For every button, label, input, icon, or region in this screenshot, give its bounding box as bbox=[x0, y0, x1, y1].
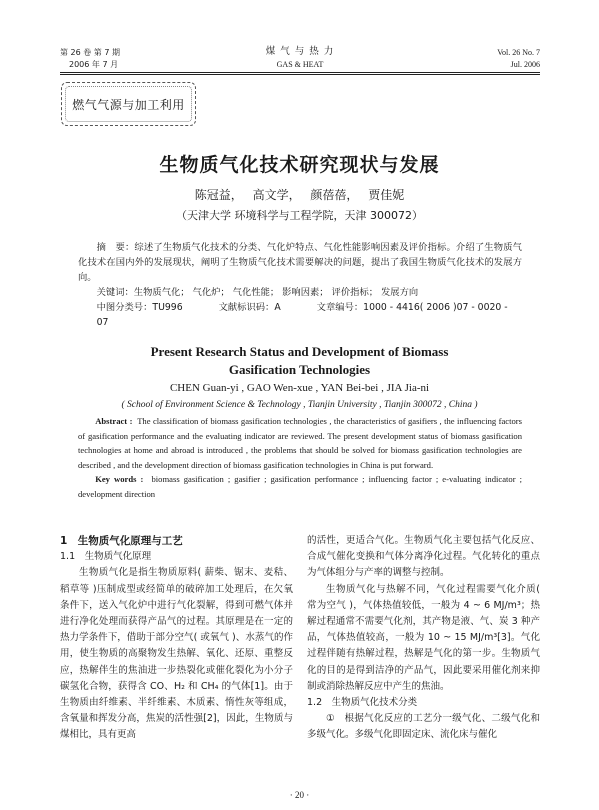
abstract-cn bbox=[78, 240, 522, 330]
doc-code-label: 文献标识码： bbox=[218, 302, 275, 313]
column-banner bbox=[61, 82, 196, 126]
body-left-column bbox=[60, 533, 293, 744]
affiliation-en: ( School of Environment Science & Technology , Tianjin University , Tianjin 300072 , China ) bbox=[121, 400, 478, 410]
section-heading-1: 1 生物质气化原理与工艺 bbox=[60, 535, 183, 547]
header-volume-en: Vol. 26 No. 7 bbox=[497, 48, 540, 57]
article-title-en-line1: Present Research Status and Development of Biomass bbox=[150, 344, 449, 359]
subsection-heading-1-2: 1.2 生物质气化技术分类 bbox=[307, 697, 418, 709]
paragraph: ① 根据气化反应的工艺分一级气化、二级气化和多级气化。多级气化即固定床、流化床与催化 bbox=[307, 713, 540, 741]
column-label: 燃气气源与加工利用 bbox=[72, 98, 185, 112]
abstract-cn-text: 综述了生物质气化技术的分类、气化炉特点、气化性能影响因素及评价指标。介绍了生物质气化技术在国内外的发展现状，阐明了生物质气化技术需要解决的问题，提出了我国生物质气化技术的发展方向。 bbox=[78, 242, 522, 283]
classification-row bbox=[78, 300, 522, 330]
doc-code-value: A bbox=[274, 302, 281, 313]
article-title-en-line2: Gasification Technologies bbox=[228, 362, 371, 377]
header-date-en: Jul. 2006 bbox=[510, 60, 540, 69]
keywords-en-row bbox=[78, 472, 522, 501]
affiliation-cn: （天津大学 环境科学与工程学院，天津 300072） bbox=[176, 209, 423, 222]
article-title-cn: 生物质气化技术研究现状与发展 bbox=[159, 154, 440, 176]
paragraph: 生物质气化与热解不同，气化过程需要气化介质( 常为空气 )，气体热值较低，一般为 4 ~ 6 MJ/m³；热解过程通常不需要气化剂，其产物是液、气、炭 3 种产品，气体热值较高，一般为 10 ~ 15 MJ/m³[3]。气化过程伴随有热解过程，热解是气化的第一步。生物质气化的目的是得到洁净的产品气，因此要采用催化剂来抑制或消除热解反应中产生的焦油。 bbox=[307, 583, 540, 692]
authors-en: CHEN Guan-yi , GAO Wen-xue , YAN Bei-bei , JIA Jia-ni bbox=[169, 382, 430, 394]
journal-title-cn: 煤 气 与 热 力 bbox=[265, 46, 335, 57]
body-right-column bbox=[307, 533, 540, 744]
abstract-en bbox=[78, 414, 522, 501]
clc-value: TU996 bbox=[152, 302, 183, 313]
paragraph: 的活性，更适合气化。生物质气化主要包括气化反应、合成气催化变换和气体分离净化过程。气化转化的重点为气体组分与产率的调整与控制。 bbox=[307, 535, 540, 579]
article-no-label: 文章编号： bbox=[316, 302, 364, 313]
keywords-cn: 生物质气化； 气化炉； 气化性能； 影响因素； 评价指标； 发展方向 bbox=[133, 287, 419, 298]
keywords-cn-label: 关键词： bbox=[96, 287, 134, 298]
journal-title-en: GAS & HEAT bbox=[276, 60, 324, 69]
abstract-en-label: Abstract : bbox=[95, 416, 133, 426]
paragraph: 生物质气化是指生物质原料( 薪柴、锯末、麦秸、稻草等 )压制成型或经简单的破碎加工处理后，在欠氧条件下，送入气化炉中进行气化裂解，得到可燃气体并进行净化处理而获得产品气的过程。其原理是在一定的热力学条件下，借助于部分空气( 或氧气 )、水蒸气的作用，使生物质的高聚物发生热解、氧化、还原、重整反应，热解伴生的焦油进一步热裂化或催化裂化为小分子碳氢化合物，获得含 CO、H₂ 和 CH₄ 的气体[1]。由于生物质由纤维素、半纤维素、木质素、惰性灰等组成，含氧量和挥发分高，焦炭的活性强[2]，因此，生物质与煤相比，具有更高 bbox=[60, 567, 293, 741]
header-volume: 第 26 卷 第 7 期 bbox=[60, 48, 120, 57]
clc-label: 中图分类号： bbox=[96, 302, 153, 313]
subsection-heading-1-1: 1.1 生物质气化原理 bbox=[60, 551, 152, 563]
header-date: 2006 年 7 月 bbox=[69, 60, 119, 69]
article-no-value: 1000 - 4416( 2006 )07 - 0020 - 07 bbox=[96, 302, 508, 328]
abstract-cn-label: 摘 要： bbox=[96, 242, 135, 253]
keywords-en: biomass gasification ; gasifier ; gasification performance ; influencing factor ; e-valuating indicator ; development direction bbox=[78, 474, 522, 499]
keywords-cn-row bbox=[78, 285, 522, 300]
abstract-en-text: The classification of biomass gasification technologies , the characteristics of gasifiers , the influencing factors of gasification performance and the evaluating indicator are reviewed. The present development status of biomass gasification technologies at home and abroad is introduced , the problems that should be solved for biomass gasification technologies are described , and the development direction of biomass gasification technologies in China is put forward. bbox=[78, 416, 522, 470]
keywords-en-label: Key words : bbox=[95, 474, 144, 484]
header-rule-thin bbox=[60, 74, 540, 75]
page-number: · 20 · bbox=[289, 790, 310, 800]
authors-cn: 陈冠益， 高文学， 颜蓓蓓， 贾佳妮 bbox=[194, 188, 405, 202]
header-rule bbox=[60, 72, 540, 73]
